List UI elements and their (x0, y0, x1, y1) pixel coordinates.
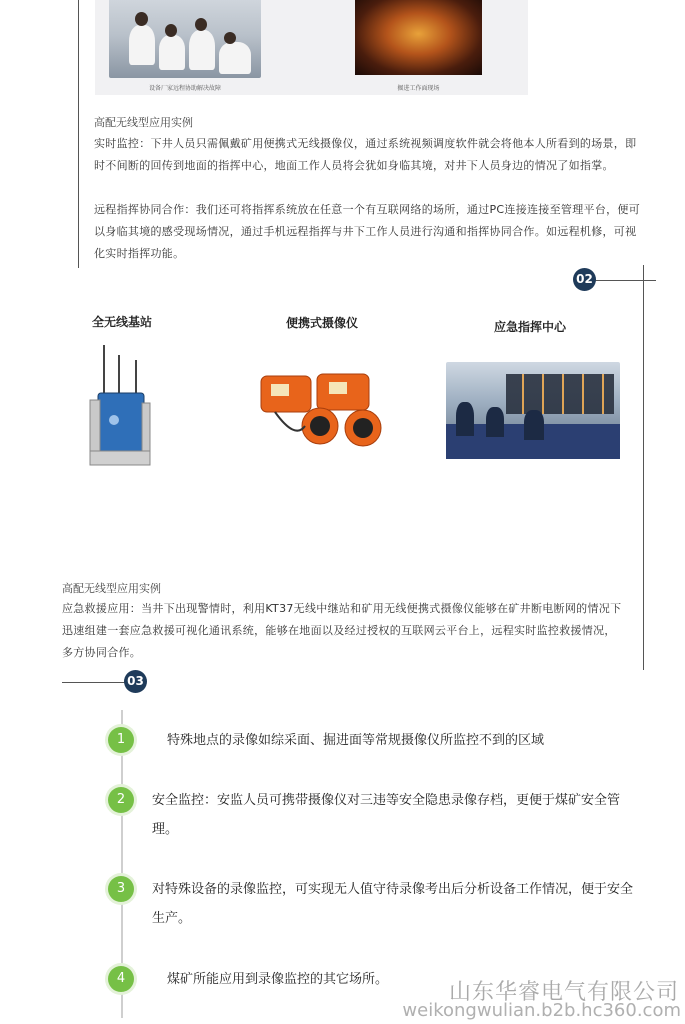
product-title-portable-camera: 便携式摄像仪 (285, 316, 358, 330)
section1-left-line (78, 0, 79, 268)
remote-assist-photo (109, 0, 261, 78)
section-number-badge-03: 03 (124, 670, 147, 693)
section-number-badge: 02 (573, 268, 596, 291)
list-number-4: 4 (108, 966, 134, 992)
section1-paragraph-remote: 远程指挥协同合作：我们还可将指挥系统放在任意一个有互联网络的场所，通过PC连接连接至管理平台，便可以身临其境的感受现场情况，通过手机远程指挥与井下工作人员进行沟通和指挥协同合作。如远程机修，可视化实时指挥功能。 (94, 203, 641, 260)
watermark-url: weikongwulian.b2b.hc360.com (402, 1000, 681, 1021)
left-photo-caption: 设备厂家远程协助解决故障 (148, 85, 221, 92)
watermark-company: 山东华睿电气有限公司 (448, 980, 679, 1005)
list-number-1: 1 (108, 727, 134, 753)
section2-right-line (643, 265, 644, 670)
product-title-base-station: 全无线基站 (91, 315, 152, 329)
tunnel-site-photo (355, 0, 482, 75)
photo-strip (95, 0, 528, 95)
section2-paragraph-emergency: 应急救援应用：当井下出现警情时，利用KT37无线中继站和矿用无线便携式摄像仪能够在矿井断电断网的情况下迅速组建一套应急救援可视化通讯系统，能够在地面以及经过授权的互联网云平台上，远程实时监控救援情况，多方协同合作。 (62, 602, 622, 659)
section2-heading: 高配无线型应用实例 (62, 582, 161, 595)
list-number-2: 2 (108, 787, 134, 813)
section1-paragraph-realtime: 实时监控：下井人员只需佩戴矿用便携式无线摄像仪，通过系统视频调度软件就会将他本人所看到的场景，即时不间断的回传到地面的指挥中心，地面工作人员将会犹如身临其境，对井下人员身边的情况了如指掌。 (94, 137, 637, 172)
list-number-3: 3 (108, 876, 134, 902)
wireless-base-station-icon (84, 345, 154, 475)
portable-camera-icon (255, 370, 390, 450)
list-item-2: 安全监控：安监人员可携带摄像仪对三违等安全隐患录像存档，更便于煤矿安全管理。 (152, 793, 621, 837)
right-photo-caption: 掘进工作面现场 (397, 85, 440, 92)
section1-heading: 高配无线型应用实例 (94, 116, 193, 129)
command-center-icon (446, 362, 620, 459)
list-item-3: 对特殊设备的录像监控，可实现无人值守待录像考出后分析设备工作情况，便于安全生产。 (152, 882, 634, 926)
list-item-1: 特殊地点的录像如综采面、掘进面等常规摄像仪所监控不到的区域 (167, 733, 545, 748)
list-item-4: 煤矿所能应用到录像监控的其它场所。 (167, 972, 389, 987)
product-title-command-center: 应急指挥中心 (493, 320, 566, 334)
